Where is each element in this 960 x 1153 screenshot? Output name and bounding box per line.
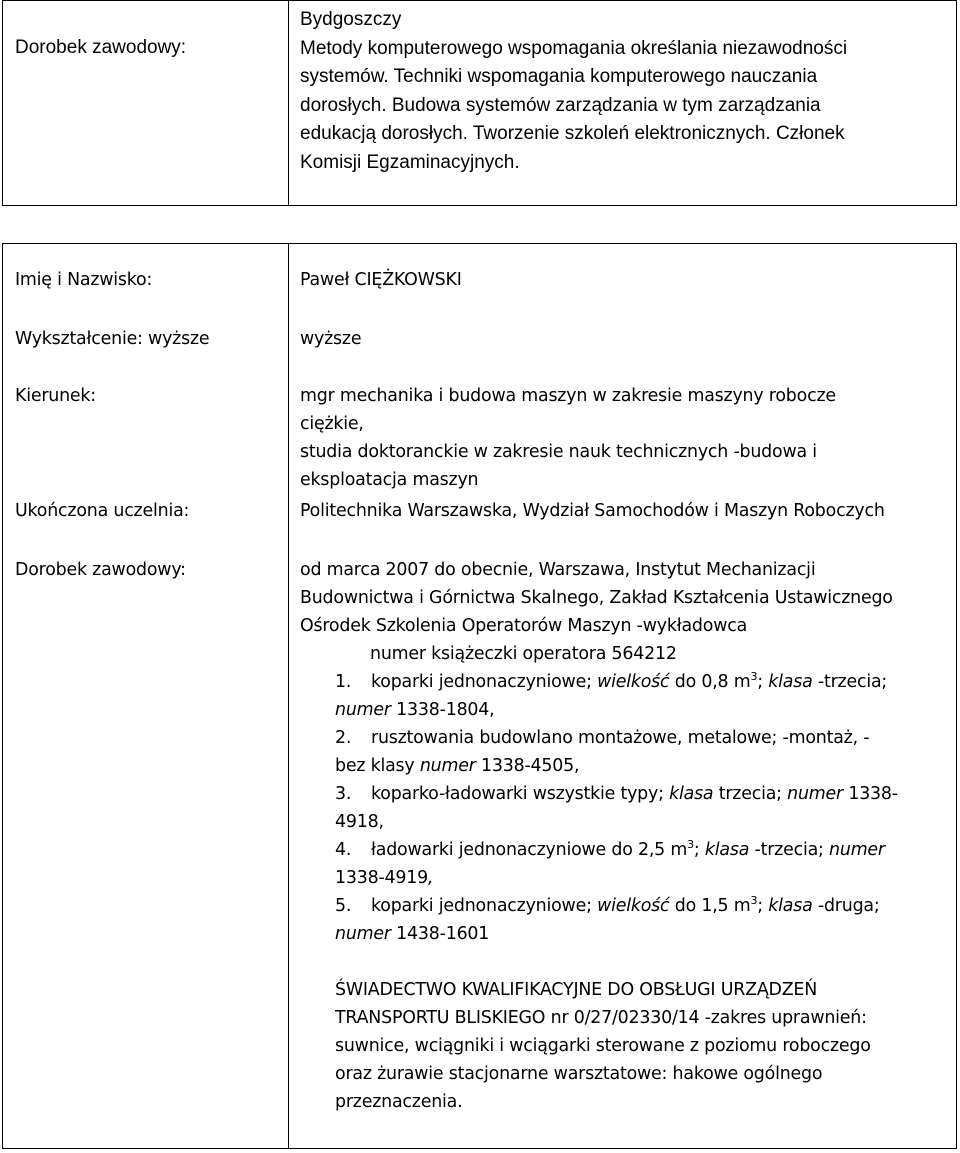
item-text: 1338-4505, [481, 756, 580, 776]
list-item-number: 1. [335, 672, 352, 692]
text-line: studia doktoranckie w zakresie nauk technicznych -budowa i [300, 442, 817, 462]
item-text-italic: klasa [768, 672, 813, 692]
column-divider [288, 244, 289, 1148]
superscript: 3 [750, 670, 758, 683]
item-text: ; [757, 896, 763, 916]
item-text: do 1,5 m [674, 896, 751, 916]
item-text-italic: numer [335, 700, 391, 720]
list-item [300, 780, 945, 836]
text-line: od marca 2007 do obecnie, Warszawa, Instytut Mechanizacji [300, 560, 816, 580]
table-person-entry [2, 243, 957, 1149]
text-line: ciężkie, [300, 414, 364, 434]
item-text-italic: numer [419, 756, 476, 776]
superscript: 3 [750, 894, 758, 907]
list-item-number: 4. [335, 840, 352, 860]
item-text: 1338- [848, 784, 898, 804]
item-text-italic: numer [829, 840, 885, 860]
achievements-text [300, 6, 945, 177]
item-text-italic: numer [787, 784, 843, 804]
item-text: trzecia; [718, 784, 782, 804]
text-line: Bydgoszczy [300, 9, 402, 30]
achievements-value [300, 556, 945, 1116]
text-line: TRANSPORTU BLISKIEGO nr 0/27/02330/14 -zakres uprawnień: [335, 1008, 867, 1028]
name-value: Paweł CIĘŻKOWSKI [300, 270, 462, 290]
item-text: koparko-ładowarki wszystkie typy; [371, 784, 664, 804]
item-text-italic: numer [335, 924, 391, 944]
list-item [300, 892, 945, 948]
item-text-italic: klasa [704, 840, 750, 860]
superscript: 3 [687, 838, 694, 851]
achievements-label: Dorobek zawodowy: [15, 37, 187, 58]
text-line: eksploatacja maszyn [300, 470, 479, 490]
text-line: edukacją dorosłych. Tworzenie szkoleń elektronicznych. Członek [300, 123, 845, 144]
item-text: 1338-1804, [396, 700, 495, 720]
university-value: Politechnika Warszawska, Wydział Samochodów i Maszyn Roboczych [300, 501, 885, 521]
item-text-italic: wielkość [597, 672, 670, 692]
item-text: ładowarki jednonaczyniowe do 2,5 m [371, 840, 688, 860]
field-label: Kierunek: [15, 386, 96, 406]
text-line: suwnice, wciągniki i wciągarki sterowane z poziomu roboczego [335, 1036, 871, 1056]
item-text-italic: wielkość [597, 896, 670, 916]
item-text-italic: klasa [768, 896, 813, 916]
item-text-italic: klasa [669, 784, 714, 804]
list-item-number: 2. [335, 728, 352, 748]
column-divider [288, 1, 289, 205]
certificate-paragraph [300, 976, 945, 1116]
text-line: dorosłych. Budowa systemów zarządzania w tym zarządzania [300, 94, 821, 116]
list-item [300, 724, 945, 780]
text-line: Ośrodek Szkolenia Operatorów Maszyn -wykładowca [300, 616, 748, 636]
achievements-label: Dorobek zawodowy: [15, 560, 186, 580]
item-text: koparki jednonaczyniowe; [371, 896, 592, 916]
list-item [300, 668, 945, 724]
list-item-number: 3. [335, 784, 352, 804]
text-line: Komisji Egzaminacyjnych. [300, 151, 520, 173]
education-label: Wykształcenie: wyższe [15, 329, 210, 349]
item-text: 4918, [335, 812, 384, 832]
text-line: Metody komputerowego wspomagania określania niezawodności [300, 37, 848, 59]
list-item [300, 836, 945, 892]
item-text: -trzecia; [817, 672, 888, 692]
operator-book-number: numer książeczki operatora 564212 [370, 644, 677, 664]
item-text: ; [693, 840, 700, 860]
name-label: Imię i Nazwisko: [15, 270, 153, 290]
text-line: Budownictwa i Górnictwa Skalnego, Zakład Kształcenia Ustawicznego [300, 588, 893, 608]
item-text: bez klasy [335, 756, 415, 776]
table-previous-entry [2, 0, 957, 206]
text-line: mgr mechanika i budowa maszyn w zakresie maszyny robocze [300, 386, 836, 406]
item-text-italic: , [428, 868, 434, 888]
text-line: ŚWIADECTWO KWALIFIKACYJNE DO OBSŁUGI URZĄDZEŃ [335, 980, 818, 1000]
field-value [300, 382, 945, 494]
item-text: rusztowania budowlano montażowe, metalowe; -montaż, - [371, 728, 870, 748]
item-text: koparki jednonaczyniowe; [371, 672, 592, 692]
text-line: przeznaczenia. [335, 1092, 463, 1112]
list-item-number: 5. [335, 896, 352, 916]
text-line: oraz żurawie stacjonarne warsztatowe: hakowe ogólnego [335, 1064, 823, 1084]
text-line: systemów. Techniki wspomagania komputerowego nauczania [300, 66, 818, 87]
item-text: -trzecia; [754, 840, 824, 860]
education-value: wyższe [300, 329, 362, 349]
item-text: 1338-4919 [335, 868, 428, 888]
university-label: Ukończona uczelnia: [15, 501, 190, 521]
item-text: 1438-1601 [396, 924, 490, 944]
item-text: ; [757, 672, 763, 692]
item-text: do 0,8 m [674, 672, 751, 692]
item-text: -druga; [817, 896, 880, 916]
